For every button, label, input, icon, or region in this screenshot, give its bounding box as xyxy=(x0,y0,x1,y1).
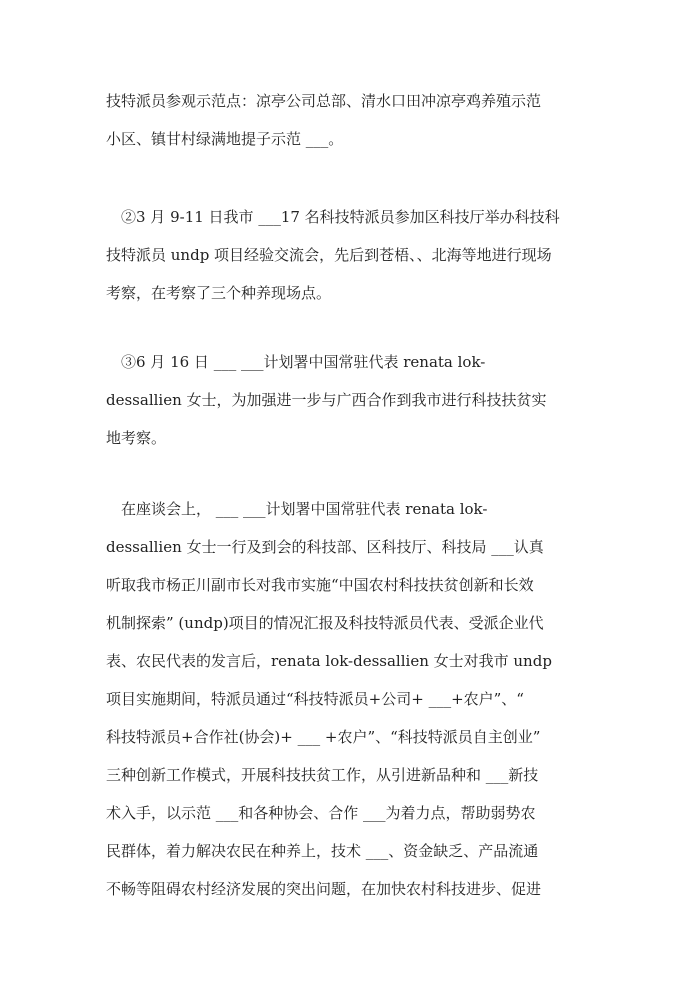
text-line: 考察，在考察了三个种养现场点。 xyxy=(106,284,332,302)
paragraph-demo-sites xyxy=(106,82,586,158)
paragraph-symposium xyxy=(106,490,586,908)
text-line: 科技特派员+合作社(协会)+ ___ +农户”、“科技特派员自主创业” xyxy=(106,728,541,746)
text-line: 机制探索” (undp)项目的情况汇报及科技特派员代表、受派企业代 xyxy=(106,614,544,632)
text-line: 项目实施期间，特派员通过“科技特派员+公司+ ___+农户”、“ xyxy=(106,690,524,708)
text-line: 技特派员参观示范点：凉亭公司总部、清水口田冲凉亭鸡养殖示范 xyxy=(106,92,542,110)
text-line: 民群体，着力解决农民在种养上，技术 ___、资金缺乏、产品流通 xyxy=(106,842,539,860)
paragraph-march-exchange xyxy=(106,198,586,312)
text-line: 不畅等阻碍农村经济发展的突出问题，在加快农村科技进步、促进 xyxy=(106,880,542,898)
text-line: 表、农民代表的发言后，renata lok-dessallien 女士对我市 undp xyxy=(106,652,552,670)
text-line: 地考察。 xyxy=(106,429,167,447)
text-line: 听取我市杨正川副市长对我市实施“中国农村科技扶贫创新和长效 xyxy=(106,576,534,594)
text-line: ②3 月 9-11 日我市 ___17 名科技特派员参加区科技厅举办科技科 xyxy=(121,208,560,226)
text-line: 术入手，以示范 ___和各种协会、合作 ___为着力点，帮助弱势农 xyxy=(106,804,536,822)
text-line: 三种创新工作模式，开展科技扶贫工作，从引进新品种和 ___新技 xyxy=(106,766,539,784)
text-line: dessallien 女士，为加强进一步与广西合作到我市进行科技扶贫实 xyxy=(106,391,547,409)
text-line: dessallien 女士一行及到会的科技部、区科技厅、科技局 ___认真 xyxy=(106,538,544,556)
text-line: 在座谈会上， ___ ___计划署中国常驻代表 renata lok- xyxy=(121,500,488,518)
paragraph-june-visit xyxy=(106,343,586,457)
text-line: 技特派员 undp 项目经验交流会，先后到苍梧、、北海等地进行现场 xyxy=(106,246,552,264)
text-line: ③6 月 16 日 ___ ___计划署中国常驻代表 renata lok- xyxy=(121,353,486,371)
text-line: 小区、镇甘村绿满地提子示范 ___。 xyxy=(106,130,344,148)
